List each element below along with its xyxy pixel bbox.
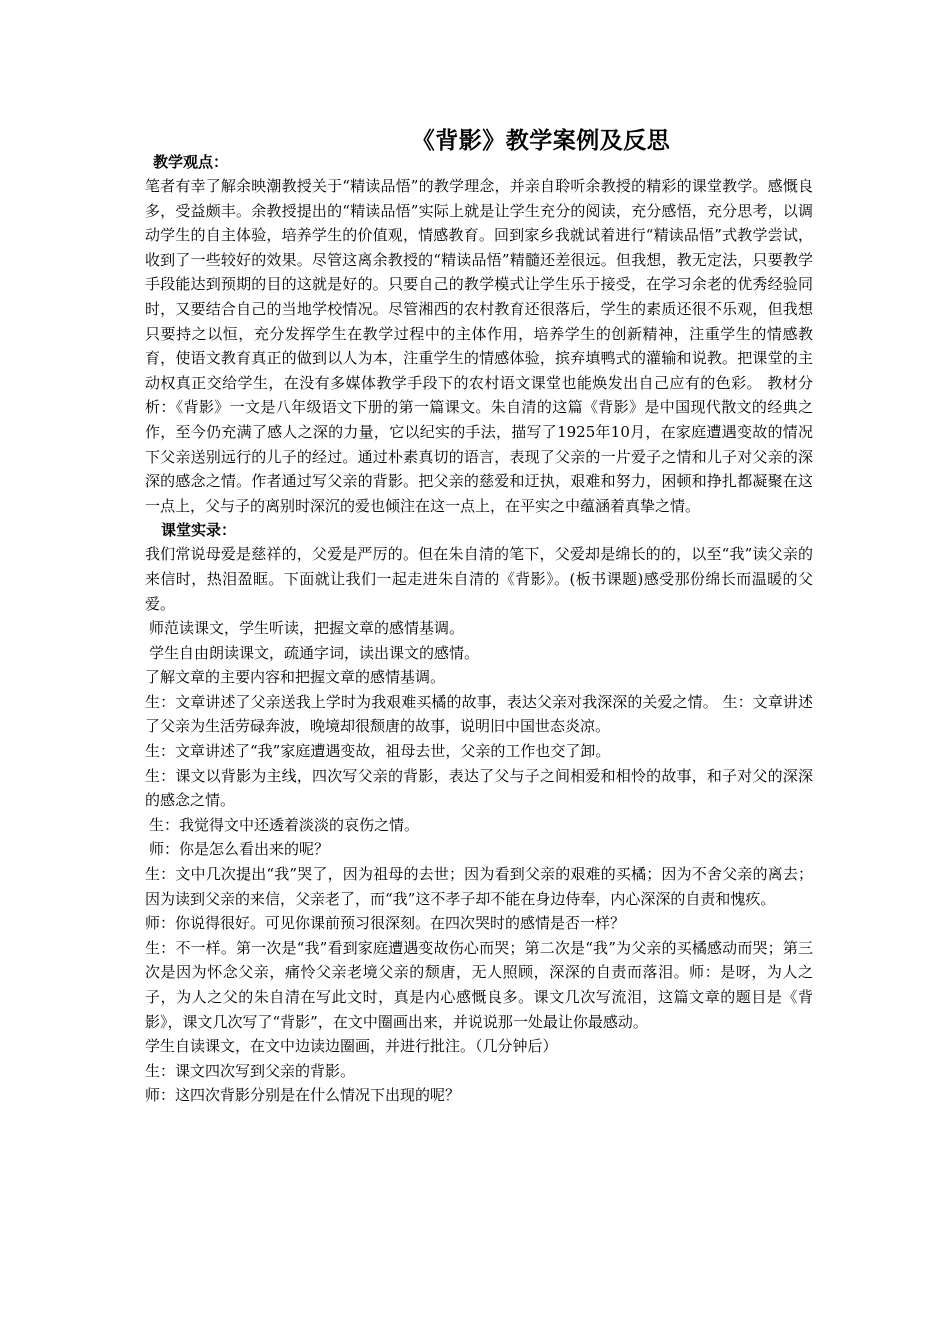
paragraph: 学生自由朗读课文，疏通字词，读出课文的感情。: [149, 643, 480, 662]
document-body: [145, 150, 813, 1108]
paragraph: 生：不一样。第一次是“我”看到家庭遭遇变故伤心而哭；第二次是“我”为父亲的买橘感动而哭；第三次是因为怀念父亲，痛怜父亲老境父亲的颓唐，无人照顾，深深的自责而落泪。师：是呀，为人之子，为人之父的朱自清在写此文时，真是内心感慨良多。课文几次写流泪，这篇文章的题目是《背影》，课文几次写了“背影”，在文中圈画出来，并说说那一处最让你最感动。: [145, 938, 813, 1031]
paragraph: 师范读课文，学生听读，把握文章的感情基调。: [149, 619, 465, 638]
paragraph: 师：你是怎么看出来的呢？: [149, 840, 330, 859]
document-title: 《背影》教学案例及反思: [411, 127, 671, 154]
paragraph: 生：文章讲述了“我”家庭遭遇变故，祖母去世，父亲的工作也交了卸。: [145, 742, 611, 761]
section-heading-class-record: 课堂实录：: [161, 521, 237, 540]
paragraph: 学生自读课文，在文中边读边圈画，并进行批注。（几分钟后）: [145, 1037, 558, 1056]
paragraph: 师：这四次背影分别是在什么情况下出现的呢？: [145, 1086, 461, 1105]
paragraph: 了解文章的主要内容和把握文章的感情基调。: [145, 668, 446, 687]
paragraph: 生：我觉得文中还透着淡淡的哀伤之情。: [149, 815, 420, 834]
paragraph: 生：课文四次写到父亲的背影。: [145, 1061, 356, 1080]
section-heading-teaching-view: 教学观点：: [153, 153, 229, 171]
paragraph: 生：课文以背影为主线，四次写父亲的背影，表达了父与子之间相爱和相怜的故事，和子对父的深深的感念之情。: [145, 766, 813, 810]
paragraph-teaching-view: 笔者有幸了解余映潮教授关于“精读品悟”的教学理念，并亲自聆听余教授的精彩的课堂教学。感慨良多，受益颇丰。余教授提出的“精读品悟”实际上就是让学生充分的阅读，充分感悟，充分思考，以调动学生的自主体验，培养学生的价值观，情感教育。回到家乡我就试着进行“精读品悟”式教学尝试，收到了一些较好的效果。尽管这离余教授的“精读品悟”精髓还差很远。但我想，教无定法，只要教学手段能达到预期的目的这就是好的。只要自己的教学模式让学生乐于接受，在学习余老的优秀经验同时，又要结合自己的当地学校情况。尽管湘西的农村教育还很落后，学生的素质还很不乐观，但我想只要持之以恒，充分发挥学生在教学过程中的主体作用，培养学生的创新精神，注重学生的情感教育，使语文教育真正的做到以人为本，注重学生的情感体验，摈弃填鸭式的灌输和说教。把课堂的主动权真正交给学生，在没有多媒体教学手段下的农村语文课堂也能焕发出自己应有的色彩。 教材分析：《背影》一文是八年级语文下册的第一篇课文。朱自清的这篇《背影》是中国现代散文的经典之作，至今仍充满了感人之深的力量，它以纪实的手法，描写了1925年10月，在家庭遭遇变故的情况下父亲送别远行的儿子的经过。通过朴素真切的语言，表现了父亲的一片爱子之情和儿子对父亲的深深的感念之情。作者通过写父亲的背影。把父亲的慈爱和迂执，艰难和努力，困顿和挣扎都凝聚在这一点上，父与子的离别时深沉的爱也倾注在这一点上，在平实之中蕴涵着真挚之情。: [145, 177, 813, 515]
paragraph: 我们常说母爱是慈祥的，父爱是严厉的。但在朱自清的笔下，父爱却是绵长的的，以至“我”读父亲的来信时，热泪盈眶。下面就让我们一起走进朱自清的《背影》。(板书课题)感受那份绵长而温暖的父爱。: [145, 545, 813, 613]
paragraph: 师：你说得很好。可见你课前预习很深刻。在四次哭时的感情是否一样？: [145, 914, 626, 933]
paragraph: 生：文章讲述了父亲送我上学时为我艰难买橘的故事，表达父亲对我深深的关爱之情。 生：文章讲述了父亲为生活劳碌奔波，晚境却很颓唐的故事，说明旧中国世态炎凉。: [145, 692, 813, 736]
paragraph: 生：文中几次提出“我”哭了，因为祖母的去世；因为看到父亲的艰难的买橘；因为不舍父亲的离去；因为读到父亲的来信，父亲老了，而“我”这不孝子却不能在身边侍奉，内心深深的自责和愧疚。: [145, 865, 813, 908]
